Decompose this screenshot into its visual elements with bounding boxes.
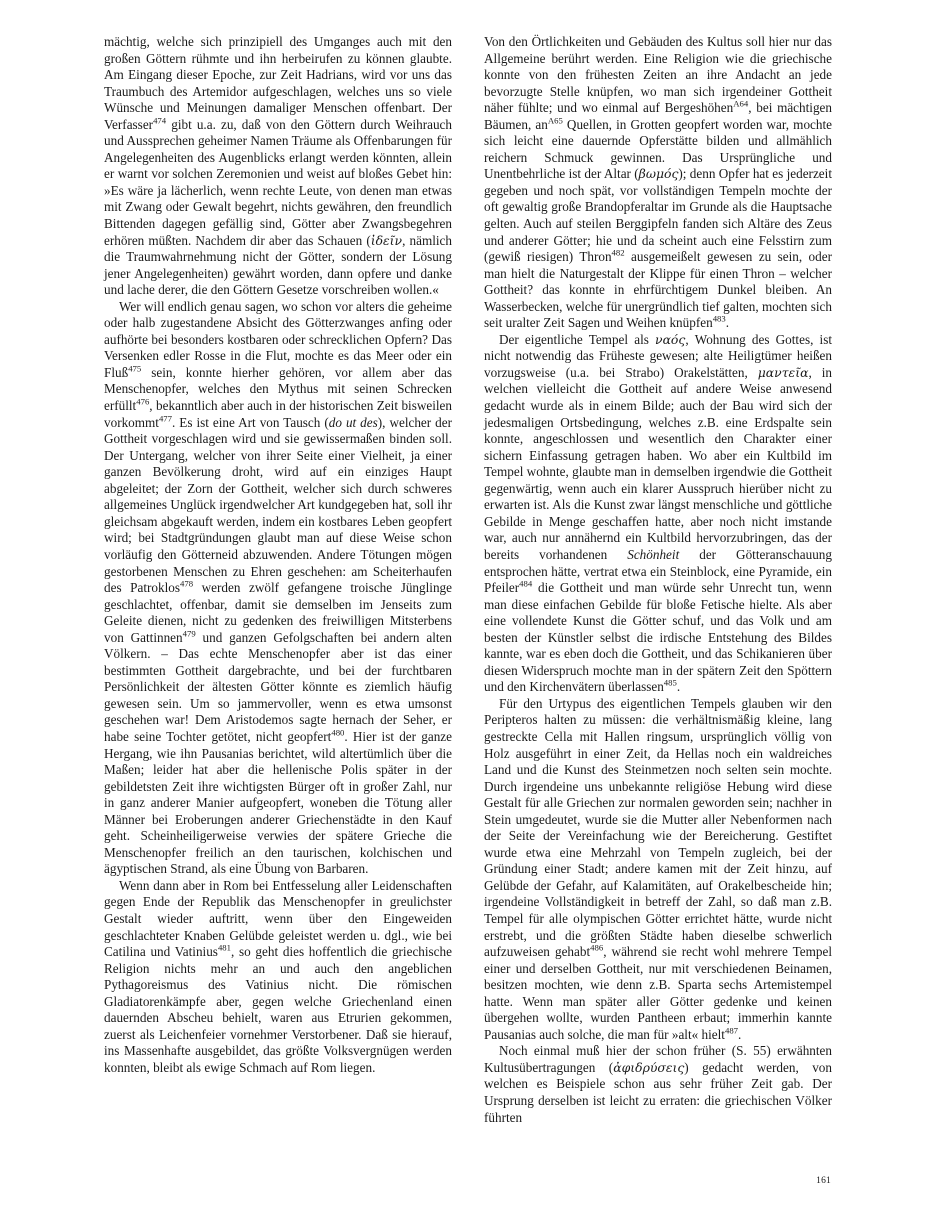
paragraph: Für den Urtypus des eigentlichen Tempels glauben wir den Peripteros halten zu müssen: die verhältnismäßig kleine, lang gestreckte Cella mit Hallen ringsum, ursprünglich völlig von Holz ausgeführt in einer Zeit, da Hellas noch ein waldreiches Land und die Kunst des Steinmetzen noch selten sein mochte. Durch irgendeine uns unbekannte religiöse Hebung wird diese Gestalt für alle Griechen zur normalen geworden sein; nachher in Stein umgedeutet, wurde sie die Mutter aller Nebenformen nach der Seite der Vereinfachung wie der Bereicherung. Gestiftet wurde etwa eine Mehrzahl von Tempeln zugleich, bei der Gründung einer Stadt; andere kamen mit der Zeit hinzu, auf Gelübde der Gefahr, auf Kalamitäten, auf Orakelbescheide hin; irgendeine Vollständigkeit in betreff der Zahl, so daß man z.B. Tempel für alle olympischen Götter errichtet hätte, wurde nicht erstrebt, und die größten Städte haben dieselbe schwerlich aufzuweisen gehabt$^{486}$, während sie recht wohl mehrere Tempel einer und derselben Gottheit, nur mit verschiedenen Beinamen, besitzen mochten, wie denn z.B. Sparta sechs Artemistempel hatte. Wenn man später aller Götter gedenke und keinen übergehen wollte, wurden Pantheen erbaut; immerhin kannte Pausanias auch solche, die man für »alt« hielt$^{487}$. (484, 695, 832, 1042)
page-number: 161 (816, 1176, 831, 1186)
paragraph: Wer will endlich genau sagen, wo schon vor alters die geheime oder halb zugestandene Absicht des Götterzwanges anfing oder aufhörte bei besonders kostbaren oder schrecklichen Opfern? Das Versenken edler Rosse in die Flut, mochte es das Meer oder ein Fluß$^{475}$ sein, konnte hierher gehören, vor allem aber das Menschenopfer, welches den Mythus mit seinen Schrecken erfüllt$^{476}$, bekanntlich aber auch in der historischen Zeit bisweilen vorkommt$^{477}$. Es ist eine Art von Tausch (do ut des), welcher der Gottheit vorgeschlagen wird und sie gewissermaßen binden soll. Der Untergang, welcher von ihrer Seite einer Vielheit, ja einer ganzen Bevölkerung droht, wird auf ein einziges Haupt abgeleitet; der Zorn der Gottheit, welcher sich durch schweres allgemeines Unglück irgendwelcher Art kundgegeben hat, soll ihr gleichsam abgekauft werden, indem ein kostbares Leben geopfert wird; bei Stadtgründungen glaubt man auf diese Weise schon vorläufig den Götterneid abzuwenden. Andere Tötungen mögen gestorbenen Menschen zu Ehren geschehen: am Scheiterhaufen des Patroklos$^{478}$ werden zwölf gefangene troische Jünglinge geschlachtet, offenbar, damit sie demselben im Jenseits zum Geleite dienen, nicht zu gedenken des freiwilligen Mitsterbens von Gattinnen$^{479}$ und ganzen Gefolgschaften bei andern alten Völkern. – Das echte Menschenopfer aber ist das einer bestimmten Gottheit dargebrachte, und bei der furchtbaren Persönlichkeit der ältesten Götter könnte es ziemlich häufig gewesen sein. Um so jammervoller, wenn es etwa umsonst geschehen war! Dem Aristodemos sagte hernach der Seher, er habe seine Tochter getötet, nicht geopfert$^{480}$. Hier ist der ganze Hergang, wie ihn Pausanias berichtet, wild altertümlich über die Maßen; leider hat aber die hellenische Polis später in der gebildetsten Zeit ihre wichtigsten Bürger oft in großer Zahl, nur in ganz anderer Manier aufgeopfert, woneben die Tötung aller Männer bei Eroberungen anderer Griechenstädte in den Kauf geht. Scheinheiligerweise verwies der spätere Grieche die Menschenopfer freilich an den taurischen, kolchischen und ägyptischen Strand, als eine Übung von Barbaren. (104, 298, 452, 877)
paragraph: Noch einmal muß hier der schon früher (S. 55) erwähnten Kultusübertragungen (ἀφιδρύσεις) gedacht werden, von welchen es Beispiele schon aus sehr früher Zeit gab. Der Ursprung derselben ist leicht zu erraten: die griechischen Völker führten (484, 1043, 832, 1125)
two-column-body (104, 34, 831, 1126)
right-column (484, 34, 832, 1126)
paragraph: Wenn dann aber in Rom bei Entfesselung aller Leidenschaften gegen Ende der Republik das Menschenopfer in greulichster Gestalt wieder auftritt, wenn über den Eingeweiden geschlachteter Knaben Gelübde geleistet werden u. dgl., wie bei Catilina und Vatinius$^{481}$, so geht dies hoffentlich die griechische Religion nichts mehr an und auch den angeblichen Pythagoreismus des Vatinius nicht. Die römischen Gladiatorenkämpfe aber, gegen welche Griechenland einen dauernden Abscheu behielt, waren aus Etrurien gekommen, zuerst als Leichenfeier vornehmer Verstorbener. Daß sie hierauf, ins Massenhafte ausgebildet, das größte Volksvergnügen werden konnten, bleibt als ewige Schmach auf Rom liegen. (104, 877, 452, 1075)
paragraph: mächtig, welche sich prinzipiell des Umganges auch mit den großen Göttern rühmte und ihn herbeirufen zu können glaubte. Am Eingang dieser Epoche, zur Zeit Hadrians, wird vor uns das Traumbuch des Artemidor aufgeschlagen, welches uns so viele Wünsche und Meinungen damaliger Menschen offenbart. Der Verfasser$^{474}$ gibt u.a. zu, daß von den Göttern durch Weihrauch und Aussprechen geheimer Namen Träume als Offenbarungen für Angelegenheiten des Augenblicks erlangt werden könnten, allein er warnt vor solchen Zeremonien und weist auf bloßes Gebet hin: »Es wäre ja lächerlich, wenn rechte Leute, von denen man etwas mit Zwang oder Gewalt begehrt, nichts gewähren, den freundlich Bittenden dagegen gefällig sind, Götter aber Zwangsbegehren erhören müßten. Nachdem dir aber das Schauen (ἰδεῖν, nämlich die Traumwahrnehmung nicht der Götter, sondern der Lösung jener Angelegenheiten) gewährt worden, dann opfere und danke und lache derer, die den Göttern Gesetze vorschreiben wollen.« (104, 34, 453, 298)
paragraph: Von den Örtlichkeiten und Gebäuden des Kultus soll hier nur das Allgemeine berührt werden. Eine Religion wie die griechische konnte von den frühesten Zeiten an ihre Andacht an jede bevorzugte Stelle knüpfen, wo man sich irgendeiner Gottheit näher fühlte; und wo einmal auf Bergeshöhen$^{A64}$, bei mächtigen Bäumen, $an^{A65}$ Quellen, in Grotten geopfert worden war, mochte sich leicht eine dauernde Opferstätte bilden und allmählich reichern Schmuck gewinnen. Das Ursprüngliche und Unentbehrliche ist der Altar (βωμός); denn Opfer hat es jederzeit gegeben und noch spät, vor vollständigen Tempeln mochte der oft gewaltig große Brandopferaltar im Grunde als die Hauptsache gelten. Auch auf steilen Berggipfeln fanden sich Altäre des Zeus und anderer Götter; hie und da scheint auch eine Felsstirn zum (gewiß riesigen) Thron$^{482}$ ausgemeißelt gewesen zu sein, oder man hielt die Naturgestalt der Klippe für einen Thron – welcher Gottheit? das konnte in ehrfürchtigem Dunkel bleiben. An Wasserbecken, welche für unergründlich tief galten, mochten sich seit uralter Zeit Sagen und Weihen knüpfen$^{483}$. (484, 34, 832, 331)
left-column (104, 34, 452, 1076)
paragraph: Der eigentliche Tempel als ναός, Wohnung des Gottes, ist nicht notwendig das Früheste gewesen; alte Heiligtümer heißen vorzugsweise (u.a. bei Strabo) Orakelstätten, μαντεῖα, in welchen vielleicht die Gottheit auf andere Weise anwesend gedacht wurde als in einem Bilde; auch der Bau wird sich der jedesmaligen Ortsbedingung, welches z.B. eine Erdspalte sein konnte, angeschlossen und wesentlich den Charakter einer sichern Einfassung getragen haben. Wo aber ein Kultbild im Tempel wohnte, glaubte man in demselben irgendwie die Gottheit gegenwärtig, wenn auch ein klarer Ausspruch hierüber nicht zu erwarten ist. Als die Kunst zwar längst menschliche und göttliche Gebilde in Menge geschaffen hatte, aber noch nicht imstande war, auch nur annähernd ein Kultbild hervorzubringen, das der bereits vorhandenen Schönheit der Götteranschauung entsprochen hätte, vertrat etwa ein Steinblock, eine Pyramide, ein Pfeiler$^{484}$ die Gottheit und man würde sehr Unrecht tun, wenn man diese einfachen Gebilde für bloße Fetische hielte. Als aber eine vollendete Kunst die Götter schuf, und das Volk und am besten der Künstler selbst die irdische Entstehung des Bildes kannte, war es eben doch die Gottheit, und das Schikanieren über diesen Widerspruch mochte man in der spätern Zeit den Spöttern und den Kirchenvätern überlassen$^{485}$. (484, 331, 832, 695)
